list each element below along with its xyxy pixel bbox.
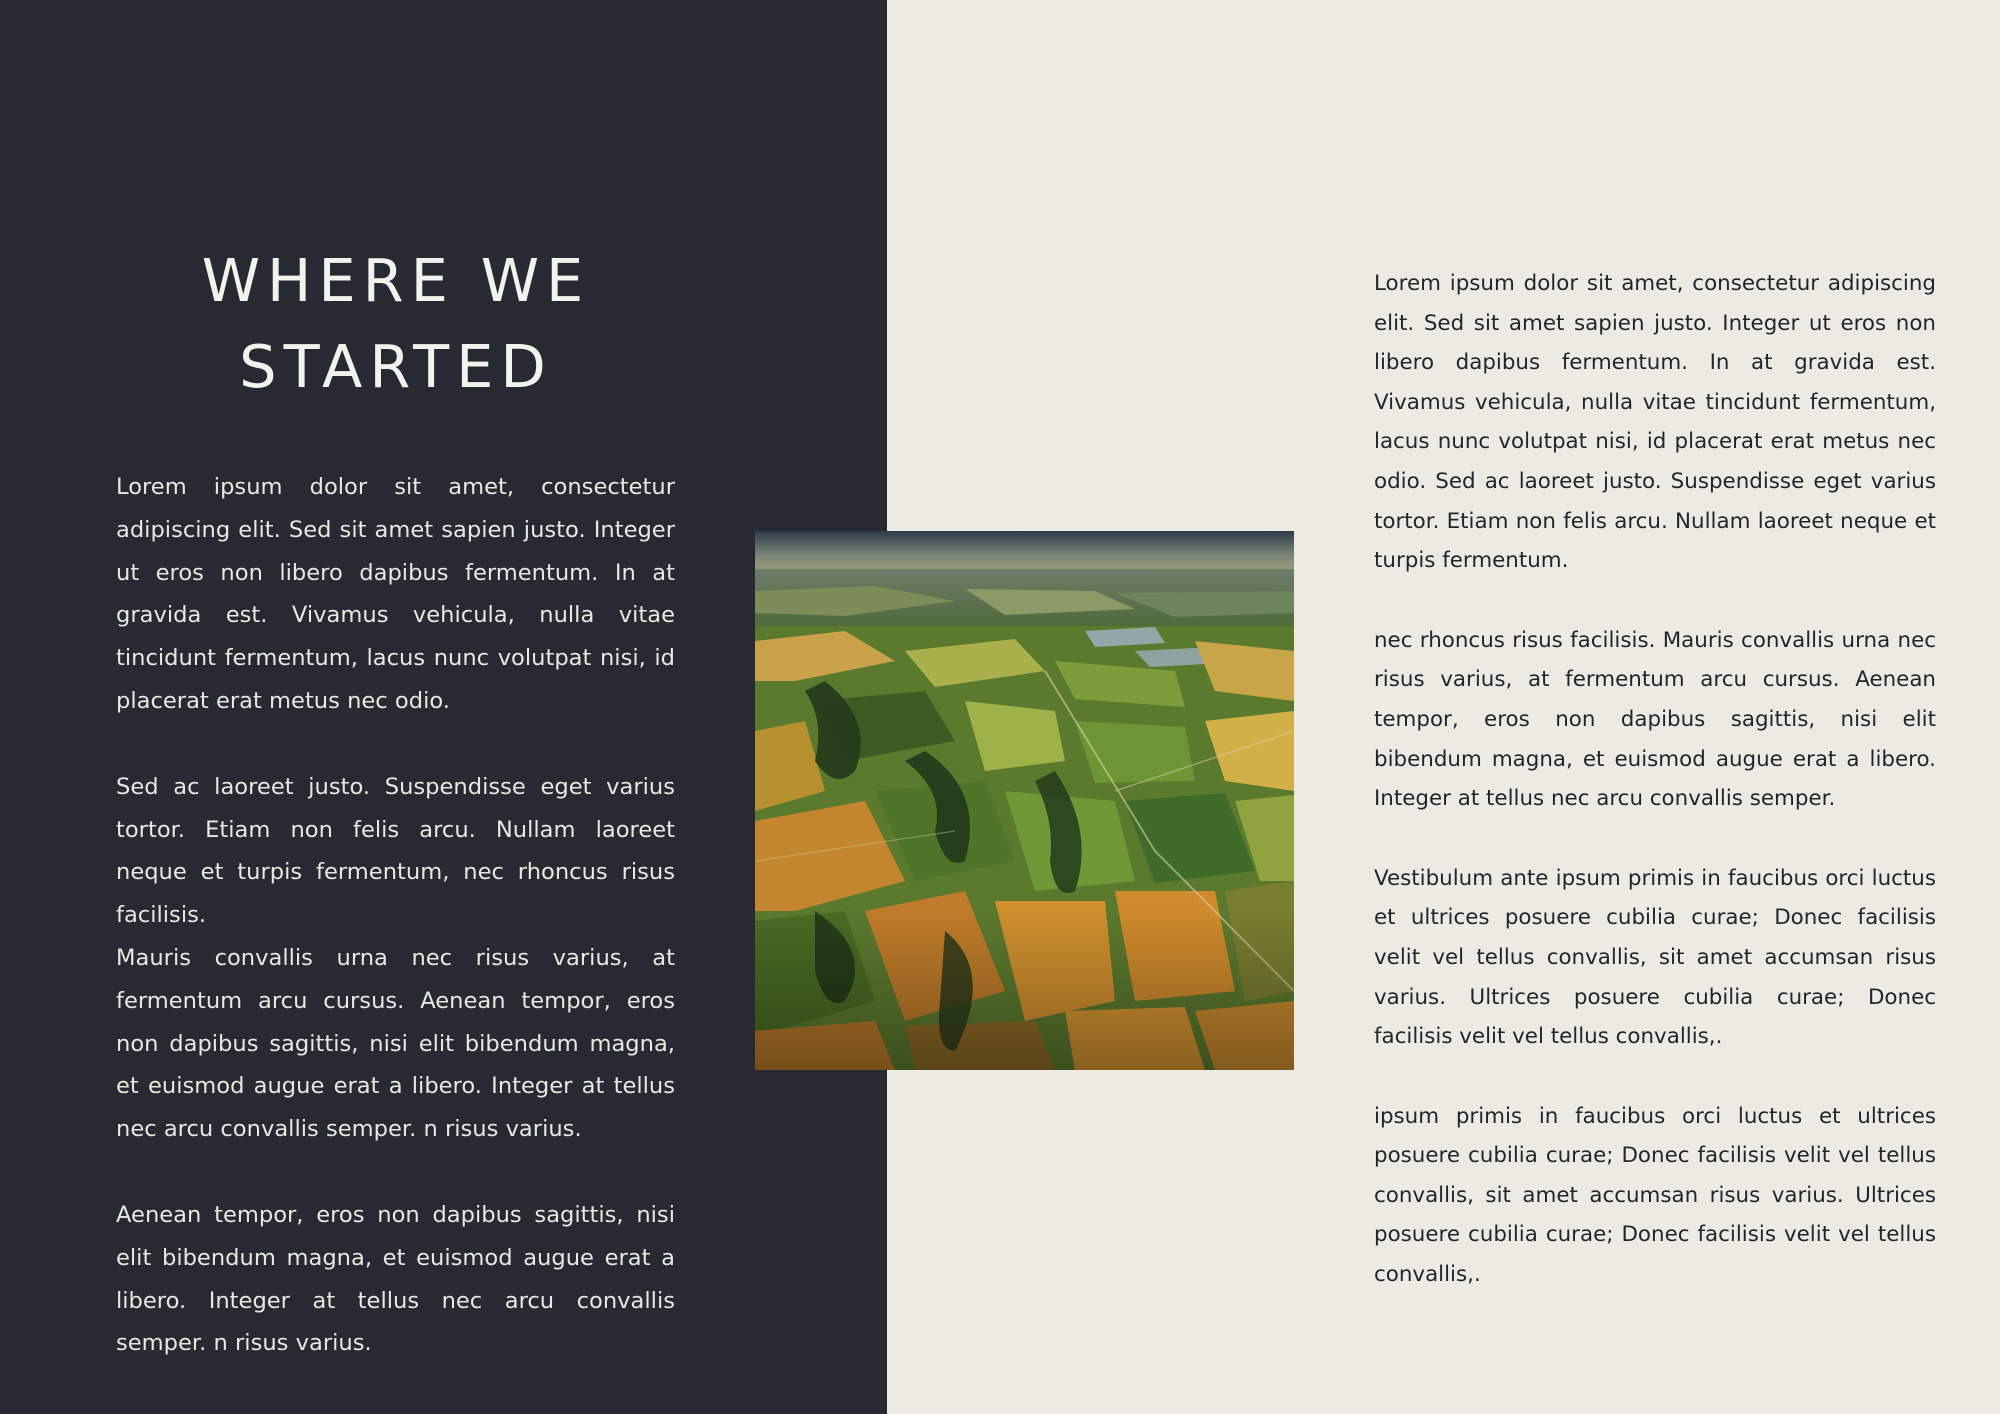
page-title: WHERE WE STARTED — [201, 246, 591, 401]
left-text-column — [116, 466, 675, 1365]
right-paragraph-1: Lorem ipsum dolor sit amet, consectetur adipiscing elit. Sed sit amet sapien justo. Integer ut eros non libero dapibus fermentum. In at gravida est. Vivamus vehicula, nulla vitae tincidunt fermentum, lacus nunc volutpat nisi, id placerat erat metus nec odio. Sed ac laoreet justo. Suspendisse eget varius tortor. Etiam non felis arcu. Nullam laoreet neque et turpis fermentum. — [1374, 271, 1936, 574]
right-paragraph-2: nec rhoncus risus facilisis. Mauris convallis urna nec risus varius, at fermentum arcu cursus. Aenean tempor, eros non dapibus sagittis, nisi elit bibendum magna, et euismod augue erat a libero. Integer at tellus nec arcu convallis semper. — [1374, 627, 1936, 812]
right-paragraph-4: ipsum primis in faucibus orci luctus et ultrices posuere cubilia curae; Donec facilisis velit vel tellus convallis, sit amet accumsan risus varius. Ultrices posuere cubilia curae; Donec facilisis velit vel tellus convallis,. — [1374, 1103, 1936, 1288]
aerial-farmland-photo — [755, 531, 1294, 1070]
left-paragraph-1: Lorem ipsum dolor sit amet, consectetur adipiscing elit. Sed sit amet sapien justo. Integer ut eros non libero dapibus fermentum. In at gravida est. Vivamus vehicula, nulla vitae tincidunt fermentum, lacus nunc volutpat nisi, id placerat erat metus nec odio. — [116, 474, 675, 714]
left-paragraph-3: Aenean tempor, eros non dapibus sagittis, nisi elit bibendum magna, et euismod augue erat a libero. Integer at tellus nec arcu convallis semper. n risus varius. — [116, 1201, 675, 1357]
right-text-column — [1374, 264, 1936, 1295]
left-paragraph-2b: Mauris convallis urna nec risus varius, at fermentum arcu cursus. Aenean tempor, eros non dapibus sagittis, nisi elit bibendum magna, et euismod augue erat a libero. Integer at tellus nec arcu convallis semper. n risus varius. — [116, 944, 675, 1143]
right-paragraph-3: Vestibulum ante ipsum primis in faucibus orci luctus et ultrices posuere cubilia curae; Donec facilisis velit vel tellus convallis, sit amet accumsan risus varius. Ultrices posuere cubilia curae; Donec facilisis velit vel tellus convallis,. — [1374, 865, 1936, 1050]
left-paragraph-2a: Sed ac laoreet justo. Suspendisse eget varius tortor. Etiam non felis arcu. Nullam laoreet neque et turpis fermentum, nec rhoncus risus facilisis. — [116, 773, 675, 929]
